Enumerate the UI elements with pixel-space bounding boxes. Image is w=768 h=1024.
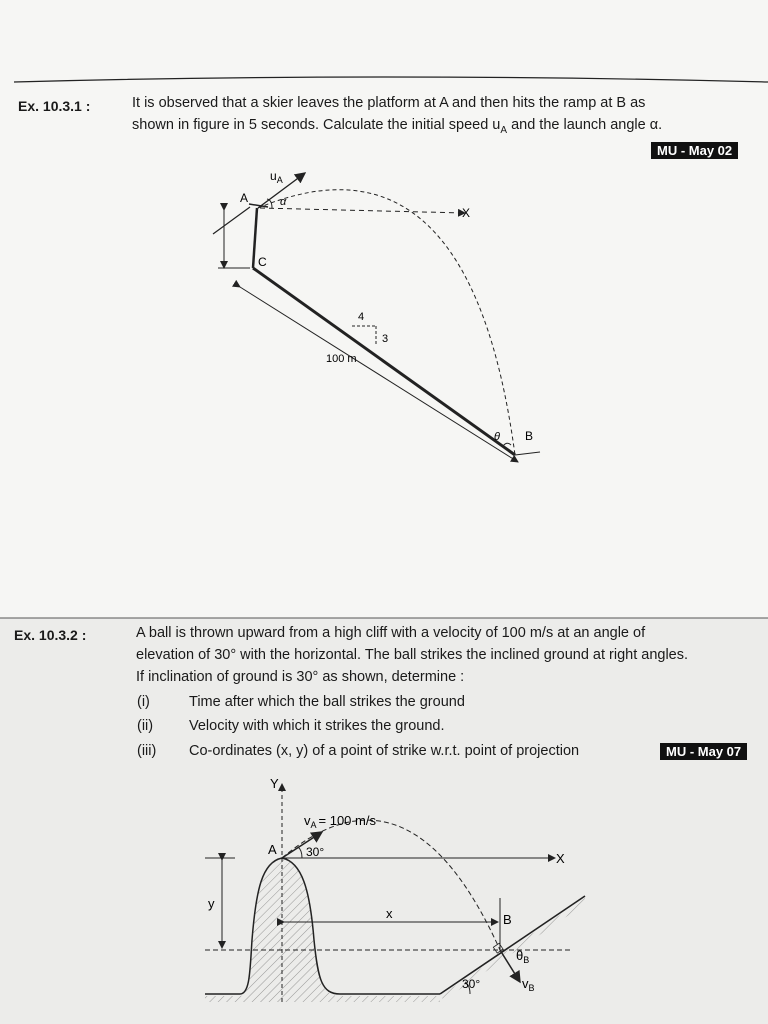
label-angle-30-ground: 30°	[462, 977, 481, 991]
label-A: A	[240, 191, 249, 205]
label-A: A	[268, 842, 277, 857]
exam-badge: MU - May 07	[660, 743, 747, 760]
label-x: x	[386, 906, 393, 921]
example-number: Ex. 10.3.1 :	[18, 98, 91, 114]
label-100m: 100 m	[326, 353, 357, 365]
cliff-figure	[0, 770, 768, 1024]
exam-badge: MU - May 02	[651, 142, 738, 159]
question-item: (ii) Velocity with which it strikes the ground.	[137, 718, 445, 734]
label-angle-30-launch: 30°	[306, 845, 325, 859]
problem-text	[136, 622, 756, 688]
ramp-line	[253, 268, 515, 455]
label-X: X	[556, 851, 565, 866]
example-number: Ex. 10.3.2 :	[14, 627, 87, 643]
trajectory-curve	[282, 820, 500, 950]
label-B: B	[503, 912, 512, 927]
label-theta: θ	[494, 431, 500, 443]
label-alpha: α	[280, 196, 287, 208]
question-item: (i) Time after which the ball strikes the ground	[137, 694, 465, 710]
problem-line: A ball is thrown upward from a high cliff with a velocity of 100 m/s at an angle of	[136, 625, 646, 641]
problem-line: shown in figure in 5 seconds. Calculate the initial speed $u_A$ and the launch angle α.	[132, 117, 663, 136]
label-4: 4	[358, 311, 365, 323]
label-B: B	[525, 429, 534, 443]
length-dimension	[240, 287, 518, 462]
question-item: (iii) Co-ordinates (x, y) of a point of strike w.r.t. point of projection	[137, 743, 580, 759]
label-vA: $v_A = 100$ m/s	[304, 813, 376, 830]
label-uA: $u_A$	[270, 169, 283, 185]
label-y: y	[208, 896, 215, 911]
label-thetaB: $\theta_B$	[516, 948, 530, 965]
platform-wall	[253, 208, 257, 268]
cliff-outline	[205, 858, 440, 994]
problem-line: elevation of 30° with the horizontal. The ball strikes the inclined ground at right angles.	[136, 647, 689, 663]
label-Y: Y	[270, 776, 279, 791]
x-axis-dashed	[260, 208, 465, 213]
label-C: C	[258, 255, 267, 269]
label-3: 3	[382, 333, 389, 345]
problem-line: If inclination of ground is 30° as shown, determine :	[136, 669, 465, 685]
label-vB: $v_B$	[522, 976, 535, 993]
problem-line: It is observed that a skier leaves the platform at A and then hits the ramp at B as	[132, 95, 646, 111]
label-X: X	[462, 206, 471, 220]
